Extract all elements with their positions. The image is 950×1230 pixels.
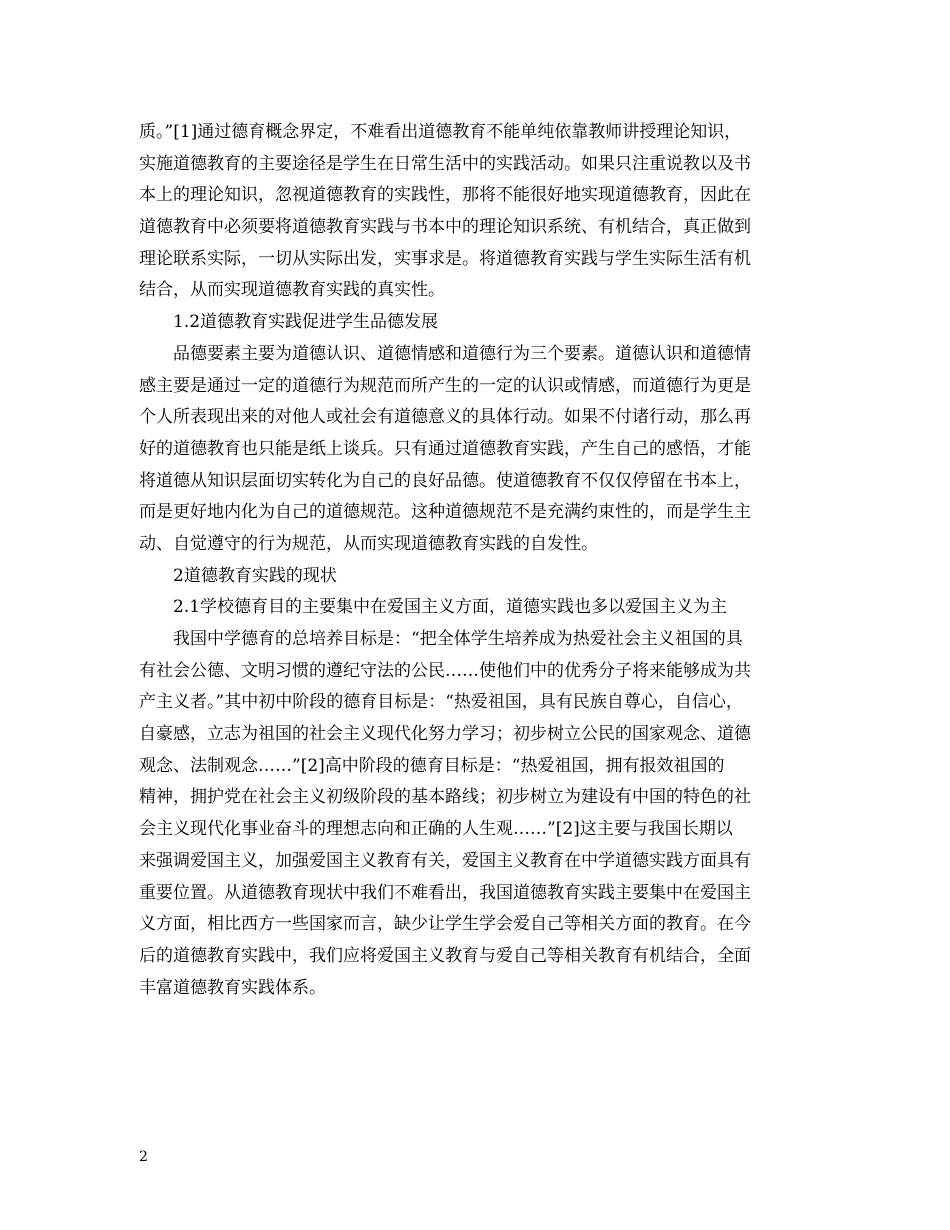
text-line: 精神，拥护党在社会主义初级阶段的基本路线；初步树立为建设有中国的特色的社 [139,787,751,808]
text-line: 将道德从知识层面切实转化为自己的良好品德。使道德教育不仅仅停留在书本上， [139,470,751,491]
text-line: 2道德教育实践的现状 [173,565,337,586]
text-line: 理论联系实际，一切从实际出发，实事求是。将道德教育实践与学生实际生活有机 [139,248,751,269]
text-line: 品德要素主要为道德认识、道德情感和道德行为三个要素。道德认识和道德情 [173,343,751,364]
text-line: 会主义现代化事业奋斗的理想志向和正确的人生观……”[2]这主要与我国长期以 [139,819,733,840]
text-line: 后的道德教育实践中，我们应将爱国主义教育与爱自己等相关教育有机结合，全面 [139,945,751,966]
text-line: 我国中学德育的总培养目标是：“把全体学生培养成为热爱社会主义祖国的具 [173,629,743,649]
text-line: 重要位置。从道德教育现状中我们不难看出，我国道德教育实践主要集中在爱国主 [139,882,751,903]
text-line: 1.2道德教育实践促进学生品德发展 [173,312,439,333]
text-line: 2.1学校德育目的主要集中在爱国主义方面，道德实践也多以爱国主义为主 [173,597,728,618]
text-line: 自豪感，立志为祖国的社会主义现代化努力学习；初步树立公民的国家观念、道德 [139,724,751,745]
text-line: 义方面，相比西方一些国家而言，缺少让学生学会爱自己等相关方面的教育。在今 [139,914,751,935]
page-number: 2 [139,1149,148,1165]
text-line: 而是更好地内化为自己的道德规范。这种道德规范不是充满约束性的，而是学生主 [139,502,751,523]
text-line: 动、自觉遵守的行为规范，从而实现道德教育实践的自发性。 [139,533,598,554]
body-text [139,117,813,1004]
text-line: 来强调爱国主义，加强爱国主义教育有关，爱国主义教育在中学道德实践方面具有 [139,850,751,871]
text-line: 本上的理论知识，忽视道德教育的实践性，那将不能很好地实现道德教育，因此在 [139,185,751,206]
text-line: 产主义者。”其中初中阶段的德育目标是：“热爱祖国，具有民族自尊心，自信心， [139,692,743,713]
text-line: 实施道德教育的主要途径是学生在日常生活中的实践活动。如果只注重说教以及书 [139,153,751,174]
text-line: 有社会公德、文明习惯的遵纪守法的公民……使他们中的优秀分子将来能够成为共 [139,660,751,681]
text-line: 好的道德教育也只能是纸上谈兵。只有通过道德教育实践，产生自己的感悟，才能 [139,438,751,459]
text-line: 丰富道德教育实践体系。 [139,977,326,998]
text-line: 感主要是通过一定的道德行为规范而所产生的一定的认识或情感，而道德行为更是 [139,375,751,396]
text-line: 观念、法制观念……”[2]高中阶段的德育目标是：“热爱祖国，拥有报效祖国的 [139,755,725,776]
text-line: 道德教育中必须要将道德教育实践与书本中的理论知识系统、有机结合，真正做到 [139,217,751,238]
text-line: 结合，从而实现道德教育实践的真实性。 [139,280,445,301]
text-line: 个人所表现出来的对他人或社会有道德意义的具体行动。如果不付诸行动，那么再 [139,407,751,428]
text-line: 质。”[1]通过德育概念界定，不难看出道德教育不能单纯依靠教师讲授理论知识， [139,122,742,142]
